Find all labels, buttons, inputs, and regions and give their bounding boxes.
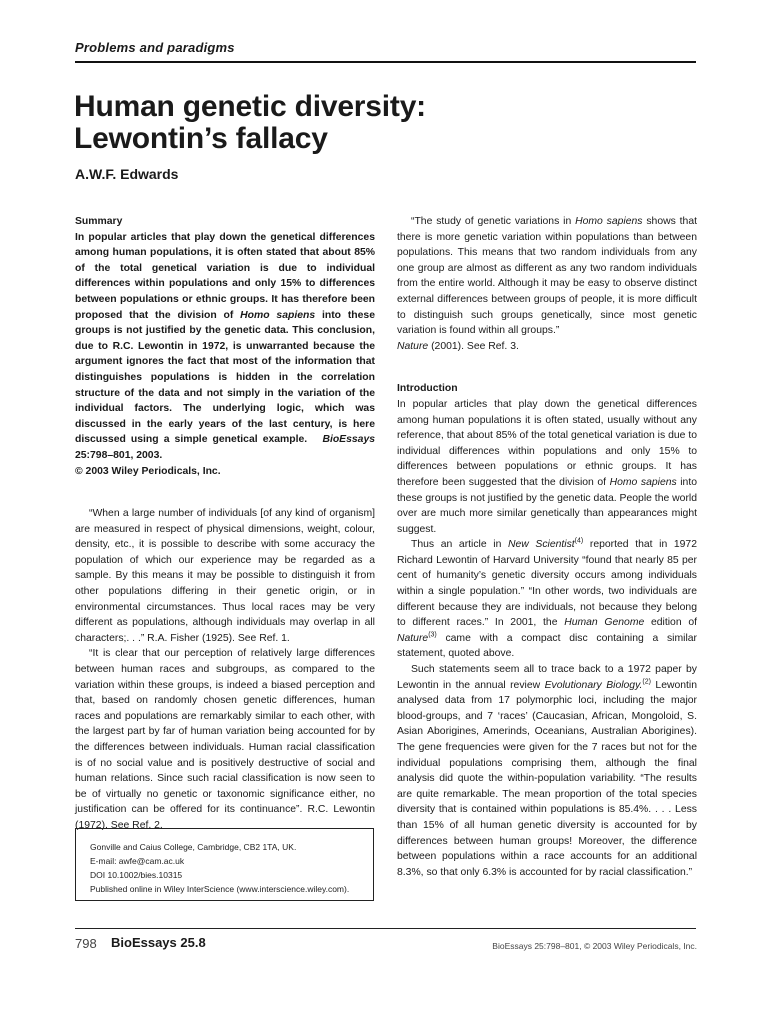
summary-copyright: © 2003 Wiley Periodicals, Inc. bbox=[75, 465, 221, 477]
summary-text bbox=[75, 230, 375, 480]
title-line-2: Lewontin’s fallacy bbox=[74, 122, 328, 155]
right-column bbox=[397, 214, 697, 880]
introduction-heading: Introduction bbox=[397, 383, 458, 395]
quote-nature bbox=[397, 214, 697, 354]
quote-nature-species: Homo sapiens bbox=[575, 216, 643, 227]
intro-p2-b: reported that in 1972 Richard Lewontin of Harvard University “found that nearly 85 per cent of humanity’s genetic diversity occurs among individuals within a single population.” “In other words, two individuals are different because they are individuals, not because they belong to different races.” In 2001, the bbox=[397, 539, 697, 629]
summary-text-b: into these groups is not justified by the genetic data. This conclusion, due to R.C. Lewontin in 1972, is unwarranted because the argument ignores the fact that most of the information that distinguishes populations is hidden in the correlation structure of the data and not simply in the variation of the individual factors. The underlying logic, which was discussed in the early years of the last century, is here discussed using a simple genetical example. bbox=[75, 309, 375, 446]
quote-nature-a: “The study of genetic variations in bbox=[411, 216, 576, 227]
affiliation-box bbox=[75, 828, 374, 901]
intro-p2-c: edition of bbox=[644, 617, 697, 629]
page-number: 798 bbox=[75, 936, 97, 951]
intro-p2-ref-4: (4) bbox=[574, 537, 584, 545]
article-title bbox=[74, 91, 426, 155]
summary-journal-ref: 25:798–801, 2003. bbox=[75, 449, 163, 461]
footer-journal: BioEssays 25.8 bbox=[111, 935, 206, 950]
intro-p2-d: came with a compact disc containing a similar statement, quoted above. bbox=[397, 632, 697, 660]
intro-p2-new-scientist: New Scientist bbox=[507, 539, 575, 551]
intro-p2-nature: Nature bbox=[397, 632, 429, 644]
affiliation-email: E-mail: awfe@cam.ac.uk bbox=[90, 856, 185, 866]
affiliation-published: Published online in Wiley InterScience (www.interscience.wiley.com). bbox=[90, 884, 350, 894]
quote-nature-source-name: Nature bbox=[397, 340, 429, 352]
intro-p2-a: Thus an article in bbox=[411, 539, 508, 551]
summary-journal-name: BioEssays bbox=[322, 434, 375, 446]
summary-heading: Summary bbox=[75, 216, 123, 227]
intro-p2-human-genome: Human Genome bbox=[564, 617, 645, 629]
footer-citation: BioEssays 25:798–801, © 2003 Wiley Periodicals, Inc. bbox=[492, 941, 697, 951]
intro-p2-ref-3: (3) bbox=[428, 631, 437, 639]
intro-p1-b: into these groups is not justified by the genetic data. People the world over are much more similar genetically than appearances might suggest. bbox=[397, 476, 698, 535]
intro-paragraph-3 bbox=[397, 662, 697, 880]
quote-nature-source: (2001). See Ref. 3. bbox=[428, 340, 519, 352]
section-label: Problems and paradigms bbox=[75, 40, 235, 55]
intro-p3-ref-2: (2) bbox=[642, 678, 651, 686]
intro-p1-a: In popular articles that play down the genetical differences among human populations it is often stated, usually without any reference, that about 85% of the total genetical variation is due to individual differences within populations and only 15% to differences between populations or ethnic groups. It has therefore been suggested that the division of bbox=[397, 398, 697, 488]
affiliation-address: Gonville and Caius College, Cambridge, CB2 1TA, UK. bbox=[90, 842, 297, 852]
quote-nature-b: shows that there is more genetic variation within populations than between populations. This means that two random individuals from any one group are almost as different as any two random individuals from the entire world. Although it may be easy to observe distinct external differences between groups of people, it is more difficult to distinguish such groups genetically, since most genetic variation is found within all groups.” bbox=[397, 216, 698, 337]
affiliation-doi: DOI 10.1002/bies.10315 bbox=[90, 870, 183, 880]
intro-paragraph-1 bbox=[397, 397, 697, 537]
quote-lewontin: “It is clear that our perception of relatively large differences between human races and subgroups, as compared to the variation within these groups, is indeed a biased perception and that, based on randomly chosen genetic differences, human races and populations are remarkably similar to each other, with the largest part by far of human variation being accounted for by the differences between individuals. Human racial classification is of no social value and is positively destructive of social and human relations. Since such racial classification is now seen to be of virtually no genetic or taxonomic significance either, no justification can be offered for its continuance”. R.C. Lewontin (1972). See Ref. 2. bbox=[75, 648, 375, 831]
left-column bbox=[75, 214, 375, 834]
intro-p3-b: Lewontin analysed data from 17 polymorphic loci, including the major blood-groups, and 7 ‘races’ (Caucasian, African, Mongoloid, S. Asian Aborigines, Amerinds, Oceanians, Australian Aborigines). The gene frequencies were given for the 7 races but not for the individual populations comprising them, although the final analysis did quote the within-population variability. “The results are quite remarkable. The mean proportion of the total species diversity that is contained within populations is 85.4%. . . . Less than 15% of all human genetic diversity is accounted for by differences between human groups! Moreover, the difference between populations within a race accounts for an additional 8.3%, so that only 6.3% is accounted for by racial classification.” bbox=[397, 679, 698, 878]
quote-fisher: “When a large number of individuals [of any kind of organism] are measured in respect of physical dimensions, weight, colour, density, etc., it is possible to describe with some accuracy the population of which our experience may be regarded as a sample. By this means it may be possible to distinguish it from other populations differing in their genetic origin, or in environmental circumstances. Thus local races may be very different as populations, although individuals may overlap in all characters;. . .” R.A. Fisher (1925). See Ref. 1. bbox=[75, 508, 375, 644]
summary-species-name: Homo sapiens bbox=[240, 309, 316, 321]
intro-p3-journal: Evolutionary Biology. bbox=[544, 679, 643, 691]
intro-p1-species: Homo sapiens bbox=[609, 476, 677, 488]
header-rule bbox=[75, 61, 696, 63]
title-line-1: Human genetic diversity: bbox=[74, 90, 426, 123]
summary-text-a: In popular articles that play down the genetical differences among human populations, it is often stated that about 85% of the total genetical variation is due to individual differences within populations and only 15% to differences between populations or ethnic groups. It has therefore been proposed that the division of bbox=[75, 231, 375, 321]
author: A.W.F. Edwards bbox=[75, 166, 179, 182]
footer-rule bbox=[75, 928, 696, 929]
intro-p3-a: Such statements seem all to trace back to a 1972 paper by Lewontin in the annual review bbox=[397, 664, 697, 691]
intro-paragraph-2 bbox=[397, 537, 697, 662]
